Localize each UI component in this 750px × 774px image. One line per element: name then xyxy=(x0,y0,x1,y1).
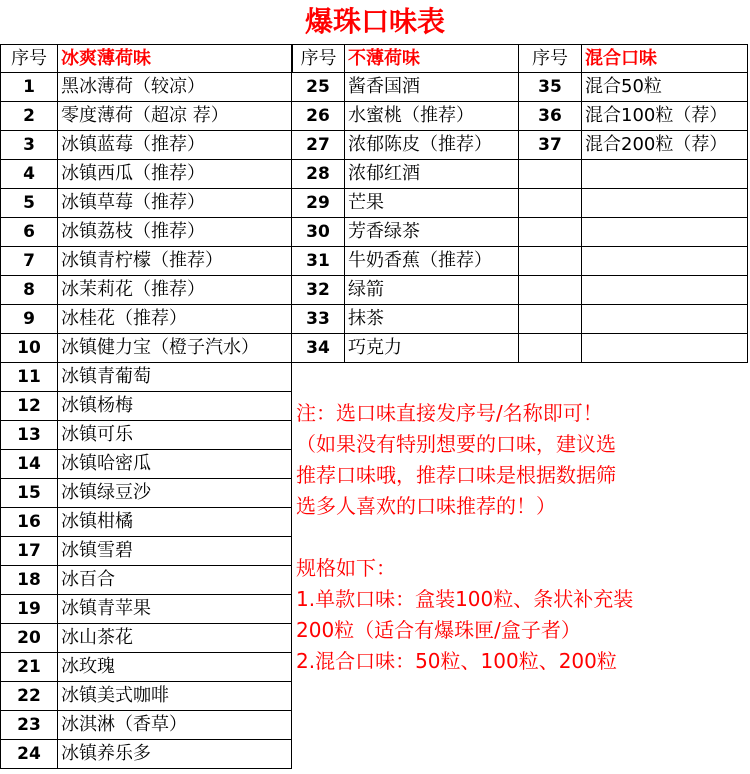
flavor-name: 冰百合 xyxy=(58,566,292,595)
empty-cell xyxy=(582,305,748,334)
flavor-name: 水蜜桃（推荐） xyxy=(345,102,519,131)
seq-number: 2 xyxy=(0,102,58,131)
flavor-name: 牛奶香蕉（推荐） xyxy=(345,247,519,276)
note-line: 推荐口味哦，推荐口味是根据数据筛 xyxy=(296,463,616,487)
flavor-name: 混合100粒（荐） xyxy=(582,102,748,131)
seq-number: 3 xyxy=(0,131,58,160)
seq-number: 13 xyxy=(0,421,58,450)
header-mixed: 混合口味 xyxy=(582,44,748,73)
seq-number: 35 xyxy=(519,73,582,102)
empty-cell xyxy=(582,334,748,363)
empty-cell xyxy=(519,276,582,305)
flavor-name: 冰镇雪碧 xyxy=(58,537,292,566)
header-seq: 序号 xyxy=(0,44,58,73)
seq-number: 26 xyxy=(292,102,345,131)
seq-number: 31 xyxy=(292,247,345,276)
seq-number: 9 xyxy=(0,305,58,334)
seq-number: 7 xyxy=(0,247,58,276)
spec-title: 规格如下： xyxy=(296,556,396,580)
seq-number: 25 xyxy=(292,73,345,102)
seq-number: 17 xyxy=(0,537,58,566)
seq-number: 8 xyxy=(0,276,58,305)
seq-number: 36 xyxy=(519,102,582,131)
seq-number: 6 xyxy=(0,218,58,247)
seq-number: 28 xyxy=(292,160,345,189)
seq-number: 10 xyxy=(0,334,58,363)
flavor-name: 冰镇柑橘 xyxy=(58,508,292,537)
spec-line: 1.单款口味：盒装100粒、条状补充装 xyxy=(296,587,634,611)
seq-number: 21 xyxy=(0,653,58,682)
flavor-name: 混合50粒 xyxy=(582,73,748,102)
flavor-name: 黑冰薄荷（较凉） xyxy=(58,73,292,102)
flavor-name: 冰镇哈密瓜 xyxy=(58,450,292,479)
empty-cell xyxy=(519,334,582,363)
seq-number: 4 xyxy=(0,160,58,189)
flavor-name: 冰镇西瓜（推荐） xyxy=(58,160,292,189)
empty-cell xyxy=(582,189,748,218)
note-line: 注：选口味直接发序号/名称即可！ xyxy=(296,401,603,425)
seq-number: 24 xyxy=(0,740,58,769)
header-non-mint: 不薄荷味 xyxy=(345,44,519,73)
flavor-name: 冰镇绿豆沙 xyxy=(58,479,292,508)
empty-cell xyxy=(519,160,582,189)
flavor-name: 芒果 xyxy=(345,189,519,218)
note-line: （如果没有特别想要的口味，建议选 xyxy=(296,432,616,456)
flavor-name: 巧克力 xyxy=(345,334,519,363)
seq-number: 15 xyxy=(0,479,58,508)
seq-number: 16 xyxy=(0,508,58,537)
flavor-name: 冰镇草莓（推荐） xyxy=(58,189,292,218)
header-seq: 序号 xyxy=(292,44,345,73)
empty-cell xyxy=(519,247,582,276)
header-mint-cool: 冰爽薄荷味 xyxy=(58,44,292,73)
seq-number: 5 xyxy=(0,189,58,218)
header-seq: 序号 xyxy=(519,44,582,73)
seq-number: 22 xyxy=(0,682,58,711)
seq-number: 14 xyxy=(0,450,58,479)
spec-line: 200粒（适合有爆珠匣/盒子者） xyxy=(296,618,581,642)
flavor-name: 酱香国酒 xyxy=(345,73,519,102)
flavor-name: 冰镇可乐 xyxy=(58,421,292,450)
seq-number: 37 xyxy=(519,131,582,160)
seq-number: 30 xyxy=(292,218,345,247)
seq-number: 33 xyxy=(292,305,345,334)
seq-number: 11 xyxy=(0,363,58,392)
flavor-name: 浓郁陈皮（推荐） xyxy=(345,131,519,160)
flavor-name: 冰山茶花 xyxy=(58,624,292,653)
note-line: 选多人喜欢的口味推荐的！） xyxy=(296,494,556,518)
flavor-name: 冰玫瑰 xyxy=(58,653,292,682)
seq-number: 18 xyxy=(0,566,58,595)
seq-number: 20 xyxy=(0,624,58,653)
seq-number: 12 xyxy=(0,392,58,421)
flavor-name: 浓郁红酒 xyxy=(345,160,519,189)
empty-cell xyxy=(519,305,582,334)
seq-number: 1 xyxy=(0,73,58,102)
spec-line: 2.混合口味：50粒、100粒、200粒 xyxy=(296,649,617,673)
seq-number: 27 xyxy=(292,131,345,160)
flavor-name: 绿箭 xyxy=(345,276,519,305)
page-title: 爆珠口味表 xyxy=(304,5,445,38)
seq-number: 29 xyxy=(292,189,345,218)
seq-number: 32 xyxy=(292,276,345,305)
empty-cell xyxy=(519,189,582,218)
flavor-name: 冰镇蓝莓（推荐） xyxy=(58,131,292,160)
flavor-name: 冰镇青柠檬（推荐） xyxy=(58,247,292,276)
flavor-name: 冰茉莉花（推荐） xyxy=(58,276,292,305)
empty-cell xyxy=(582,276,748,305)
flavor-name: 冰镇青葡萄 xyxy=(58,363,292,392)
seq-number: 34 xyxy=(292,334,345,363)
flavor-name: 混合200粒（荐） xyxy=(582,131,748,160)
flavor-name: 抹茶 xyxy=(345,305,519,334)
empty-cell xyxy=(582,218,748,247)
empty-cell xyxy=(519,218,582,247)
flavor-name: 冰镇青苹果 xyxy=(58,595,292,624)
flavor-name: 芳香绿茶 xyxy=(345,218,519,247)
empty-cell xyxy=(582,247,748,276)
seq-number: 23 xyxy=(0,711,58,740)
flavor-name: 冰镇杨梅 xyxy=(58,392,292,421)
flavor-name: 冰镇荔枝（推荐） xyxy=(58,218,292,247)
flavor-name: 冰淇淋（香草） xyxy=(58,711,292,740)
flavor-name: 零度薄荷（超凉 荐） xyxy=(58,102,292,131)
flavor-name: 冰镇健力宝（橙子汽水） xyxy=(58,334,292,363)
flavor-name: 冰镇养乐多 xyxy=(58,740,292,769)
empty-cell xyxy=(582,160,748,189)
flavor-name: 冰桂花（推荐） xyxy=(58,305,292,334)
flavor-name: 冰镇美式咖啡 xyxy=(58,682,292,711)
order-note xyxy=(296,398,746,677)
seq-number: 19 xyxy=(0,595,58,624)
